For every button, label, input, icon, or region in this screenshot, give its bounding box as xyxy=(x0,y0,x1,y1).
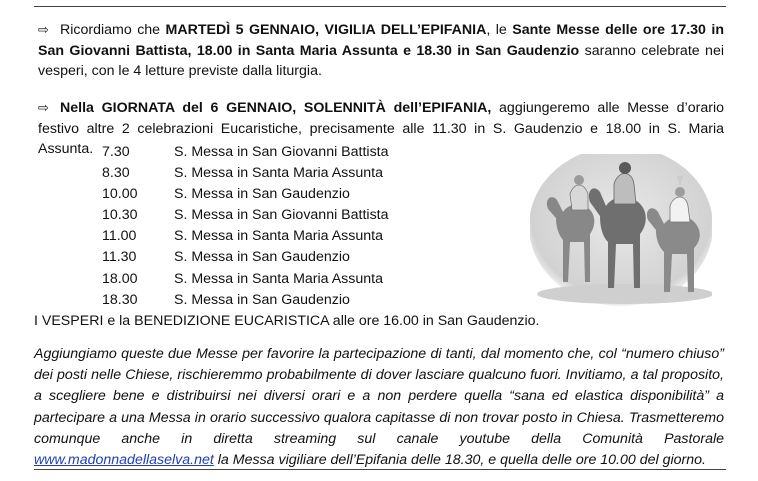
top-rule xyxy=(34,6,726,7)
vigil-intro: Ricordiamo che xyxy=(60,22,166,38)
note-text: Aggiungiamo queste due Messe per favorire la partecipazione di tanti, dal momento che, col “numero chiuso” dei posti nelle Chiese, rischieremmo probabilmente di dover lasciare qualcuno fuori. Invitiamo, a tal proposito, a scegliere bene e distribuirsi nei diversi orari e a non perdere quella “sana ed elastica disponibilità” a partecipare a una Messa in orario successivo qualora capitasse di non trovar posto in Chiesa. Trasmetteremo comunque anche in diretta streaming sul canale youtube della Comunità Pastorale xyxy=(34,346,724,447)
mass-schedule xyxy=(102,142,389,311)
note-closing: la Messa vigiliare dell’Epifania delle 18.30, e quella delle ore 10.00 del giorno. xyxy=(213,452,706,469)
vespers-line: I VESPERI e la BENEDIZIONE EUCARISTICA alle ore 16.00 in San Gaudenzio. xyxy=(34,313,540,329)
magi-camels-illustration xyxy=(530,154,712,306)
schedule-row xyxy=(102,247,389,268)
arrow-icon: ⇨ xyxy=(38,100,49,115)
vigil-date: MARTEDÌ 5 GENNAIO, VIGILIA DELL’EPIFANIA xyxy=(165,22,487,38)
schedule-mass: S. Messa in San Giovanni Battista xyxy=(174,207,389,224)
schedule-time: 18.30 xyxy=(102,291,138,308)
epiphany-heading: Nella GIORNATA del 6 GENNAIO, SOLENNITÀ dell’EPIFANIA, xyxy=(60,100,492,116)
schedule-row xyxy=(102,142,389,163)
schedule-row xyxy=(102,163,389,184)
schedule-mass: S. Messa in Santa Maria Assunta xyxy=(174,165,383,182)
epiphany-text: aggiungeremo alle Messe d’orario festivo altre 2 celebrazioni Eucaristiche, precisamente alle 11.30 in S. Gaudenzio e 18.00 in S. Maria Assunta. xyxy=(38,100,724,157)
schedule-row xyxy=(102,269,389,290)
website-link[interactable]: www.madonnadellaselva.net xyxy=(34,452,214,469)
vigil-closing: saranno celebrate nei vesperi, con le 4 letture previste dalla liturgia. xyxy=(38,42,724,79)
schedule-row xyxy=(102,290,389,311)
arrow-icon: ⇨ xyxy=(38,22,49,37)
schedule-mass: S. Messa in Santa Maria Assunta xyxy=(174,270,383,287)
vigil-masses: Sante Messe delle ore 17.30 in San Giovanni Battista, 18.00 in Santa Maria Assunta e 18.30 in San Gaudenzio xyxy=(38,22,725,59)
schedule-mass: S. Messa in Santa Maria Assunta xyxy=(174,228,383,245)
vigil-connector: , le xyxy=(486,22,513,38)
schedule-mass: S. Messa in San Giovanni Battista xyxy=(174,144,389,160)
schedule-row xyxy=(102,205,389,226)
schedule-time: 7.30 xyxy=(102,144,130,160)
schedule-row xyxy=(102,184,389,205)
schedule-row xyxy=(102,226,389,247)
schedule-time: 11.00 xyxy=(102,228,137,245)
schedule-mass: S. Messa in San Gaudenzio xyxy=(174,249,350,266)
schedule-time: 11.30 xyxy=(102,249,137,266)
schedule-mass: S. Messa in San Gaudenzio xyxy=(174,291,350,308)
vigil-paragraph xyxy=(38,20,724,82)
explanatory-note xyxy=(34,344,724,471)
schedule-time: 8.30 xyxy=(102,165,130,182)
schedule-time: 10.00 xyxy=(102,186,138,203)
bottom-rule xyxy=(34,469,726,470)
schedule-time: 18.00 xyxy=(102,270,138,287)
schedule-time: 10.30 xyxy=(102,207,138,224)
schedule-mass: S. Messa in San Gaudenzio xyxy=(174,186,350,203)
